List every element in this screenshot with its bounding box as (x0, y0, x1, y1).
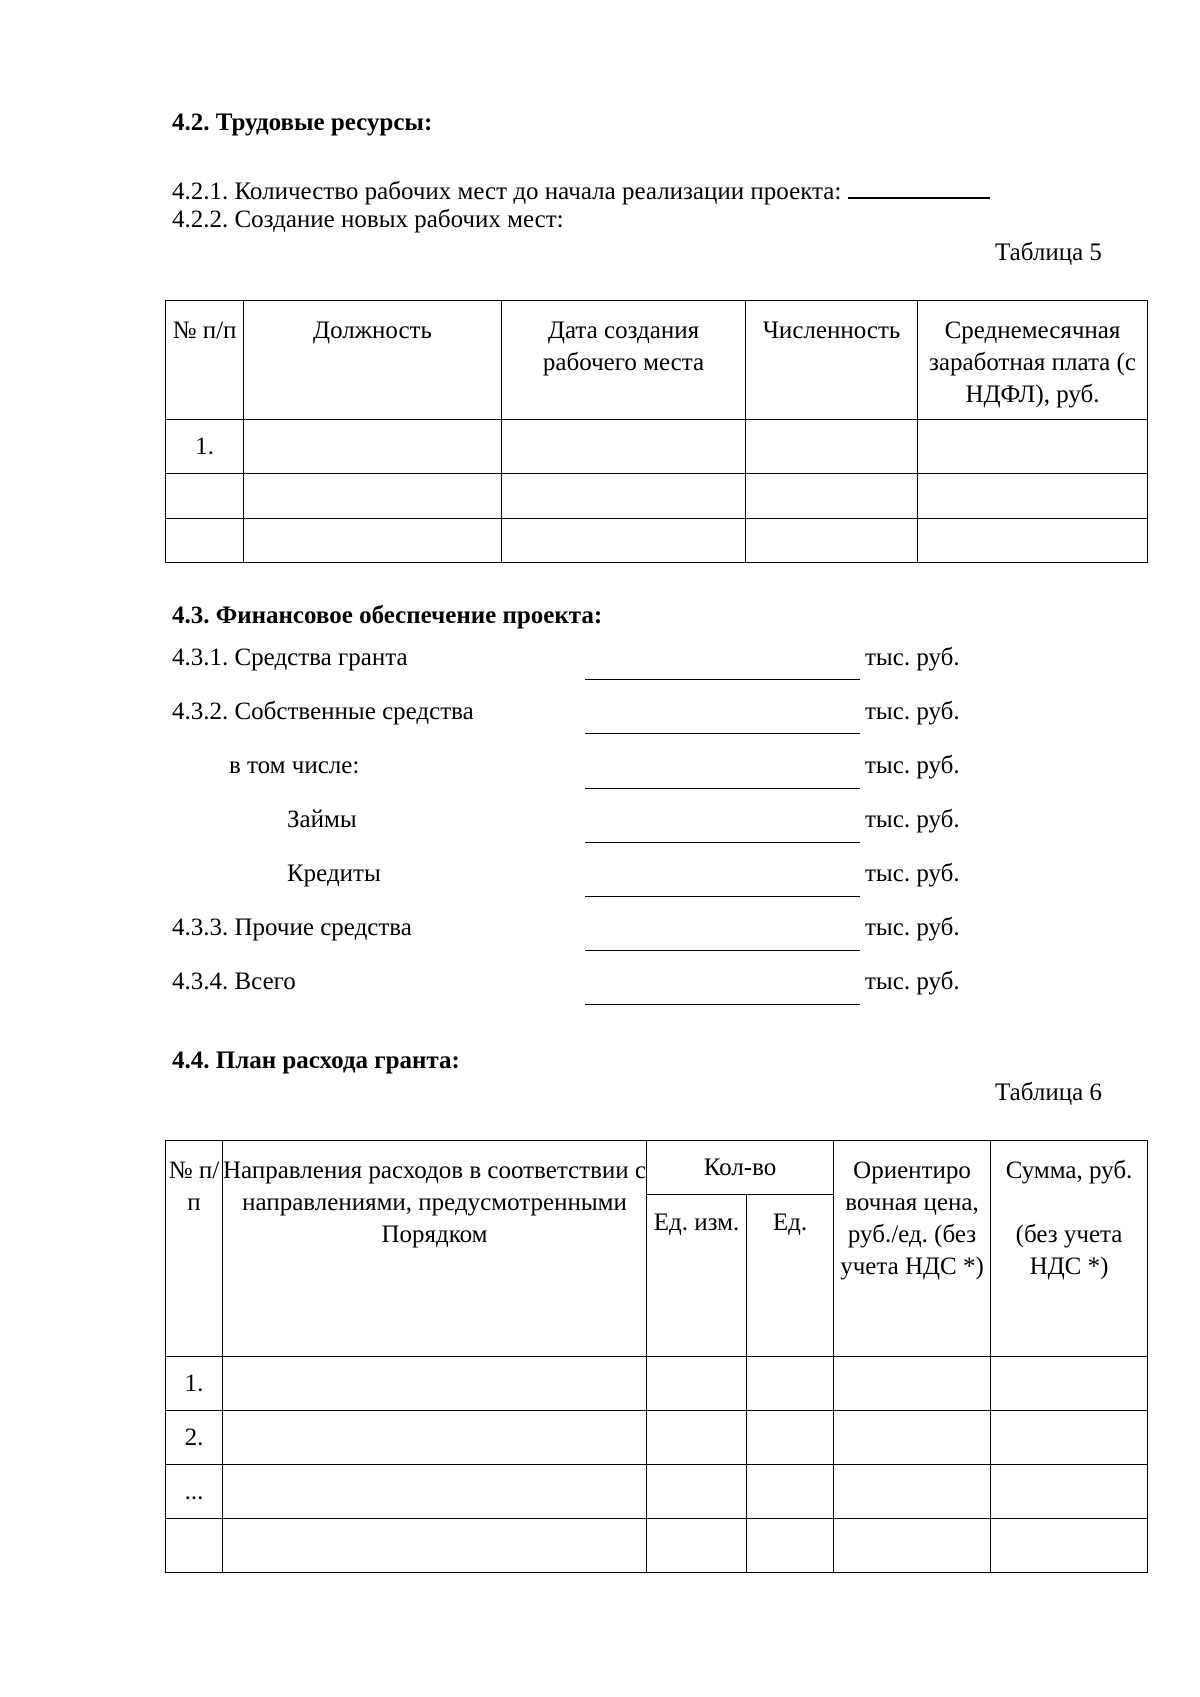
fin-label-own: 4.3.2. Собственные средства (172, 698, 474, 725)
table-row (166, 519, 1148, 563)
t5-cell[interactable] (502, 519, 746, 563)
fin-label-total: 4.3.4. Всего (172, 968, 296, 995)
t6-cell[interactable] (991, 1357, 1148, 1411)
table-row (166, 1519, 1148, 1573)
t5-header-date: Дата создания рабочего места (502, 301, 746, 420)
table-row (166, 1357, 1148, 1411)
section-4-3-title: 4.3. Финансовое обеспечение проекта: (172, 602, 603, 629)
t6-header-price: Ориентиро вочная цена, руб./ед. (без учета НДС *) (834, 1141, 991, 1357)
t6-cell[interactable] (223, 1411, 647, 1465)
table-5-header-row (166, 301, 1148, 420)
t6-header-ed: Ед. (747, 1195, 834, 1357)
fin-field-grant[interactable] (585, 679, 860, 680)
fin-unit: тыс. руб. (865, 698, 960, 725)
fin-field-credits[interactable] (585, 896, 860, 897)
t6-cell[interactable] (223, 1357, 647, 1411)
t6-header-qty: Кол-во (647, 1141, 834, 1195)
t6-header-unit: Ед. изм. (647, 1195, 747, 1357)
t5-cell: 1. (166, 420, 244, 474)
t5-cell[interactable] (918, 420, 1148, 474)
t6-header-direction: Направления расходов в соответствии с направлениями, предусмотренными Порядком (223, 1141, 647, 1357)
t6-header-sum (991, 1141, 1148, 1357)
t6-cell[interactable] (166, 1519, 223, 1573)
t6-header-sum-a: Сумма, руб. (1005, 1157, 1133, 1184)
table-5-new-jobs (165, 300, 1148, 563)
fin-unit: тыс. руб. (865, 644, 960, 671)
t6-cell[interactable] (223, 1465, 647, 1519)
table-row (166, 474, 1148, 519)
t5-cell[interactable] (502, 420, 746, 474)
fin-label-loans: Займы (287, 806, 357, 833)
table-6-caption: Таблица 6 (995, 1079, 1102, 1106)
jobs-before-field[interactable] (848, 175, 990, 199)
t5-cell[interactable] (746, 420, 918, 474)
t6-cell: 2. (166, 1411, 223, 1465)
t6-cell[interactable] (991, 1411, 1148, 1465)
t6-cell[interactable] (647, 1465, 747, 1519)
t5-cell[interactable] (746, 519, 918, 563)
t5-cell[interactable] (244, 474, 502, 519)
t5-cell[interactable] (166, 474, 244, 519)
section-4-2-title: 4.2. Трудовые ресурсы: (172, 109, 433, 136)
line-4-2-1-text: 4.2.1. Количество рабочих мест до начала реализации проекта: (172, 178, 842, 205)
fin-field-other[interactable] (585, 950, 860, 951)
fin-unit: тыс. руб. (865, 914, 960, 941)
t6-cell[interactable] (647, 1357, 747, 1411)
t5-cell[interactable] (918, 519, 1148, 563)
t6-cell: 1. (166, 1357, 223, 1411)
t6-cell[interactable] (223, 1519, 647, 1573)
fin-label-credits: Кредиты (287, 860, 381, 887)
fin-unit: тыс. руб. (865, 806, 960, 833)
t6-header-num: № п/п (166, 1141, 223, 1357)
fin-label-including: в том числе: (229, 752, 360, 779)
fin-label-grant: 4.3.1. Средства гранта (172, 644, 408, 671)
table-row (166, 420, 1148, 474)
t5-header-salary: Среднемесячная заработная плата (с НДФЛ), руб. (918, 301, 1148, 420)
t5-cell[interactable] (502, 474, 746, 519)
fin-unit: тыс. руб. (865, 752, 960, 779)
t5-cell[interactable] (746, 474, 918, 519)
section-4-4-title: 4.4. План расхода гранта: (172, 1047, 460, 1074)
t6-cell[interactable] (834, 1519, 991, 1573)
fin-field-total[interactable] (585, 1004, 860, 1005)
t6-cell[interactable] (747, 1519, 834, 1573)
line-4-2-1 (172, 175, 990, 204)
t6-cell[interactable] (747, 1465, 834, 1519)
t6-cell[interactable] (834, 1411, 991, 1465)
table-6-grant-plan (165, 1140, 1148, 1573)
t6-cell[interactable] (747, 1357, 834, 1411)
t5-cell[interactable] (244, 519, 502, 563)
t5-header-num: № п/п (166, 301, 244, 420)
fin-field-own[interactable] (585, 733, 860, 734)
t6-header-sum-b: (без учета НДС *) (1015, 1221, 1123, 1280)
t5-cell[interactable] (166, 519, 244, 563)
t6-header-sum-gap (991, 1187, 1147, 1219)
fin-unit: тыс. руб. (865, 968, 960, 995)
t6-cell[interactable] (647, 1519, 747, 1573)
table-6-header-row-1 (166, 1141, 1148, 1195)
t5-cell[interactable] (918, 474, 1148, 519)
t6-cell[interactable] (647, 1411, 747, 1465)
line-4-2-2: 4.2.2. Создание новых рабочих мест: (172, 206, 564, 233)
fin-label-other: 4.3.3. Прочие средства (172, 914, 412, 941)
table-row (166, 1465, 1148, 1519)
fin-field-loans[interactable] (585, 842, 860, 843)
fin-field-including[interactable] (585, 788, 860, 789)
fin-unit: тыс. руб. (865, 860, 960, 887)
t6-cell[interactable] (747, 1411, 834, 1465)
table-5-caption: Таблица 5 (995, 239, 1102, 266)
t6-cell[interactable] (991, 1519, 1148, 1573)
t5-header-count: Численность (746, 301, 918, 420)
t6-cell: ... (166, 1465, 223, 1519)
t6-cell[interactable] (991, 1465, 1148, 1519)
t5-cell[interactable] (244, 420, 502, 474)
t5-header-position: Должность (244, 301, 502, 420)
table-row (166, 1411, 1148, 1465)
t6-cell[interactable] (834, 1465, 991, 1519)
t6-cell[interactable] (834, 1357, 991, 1411)
